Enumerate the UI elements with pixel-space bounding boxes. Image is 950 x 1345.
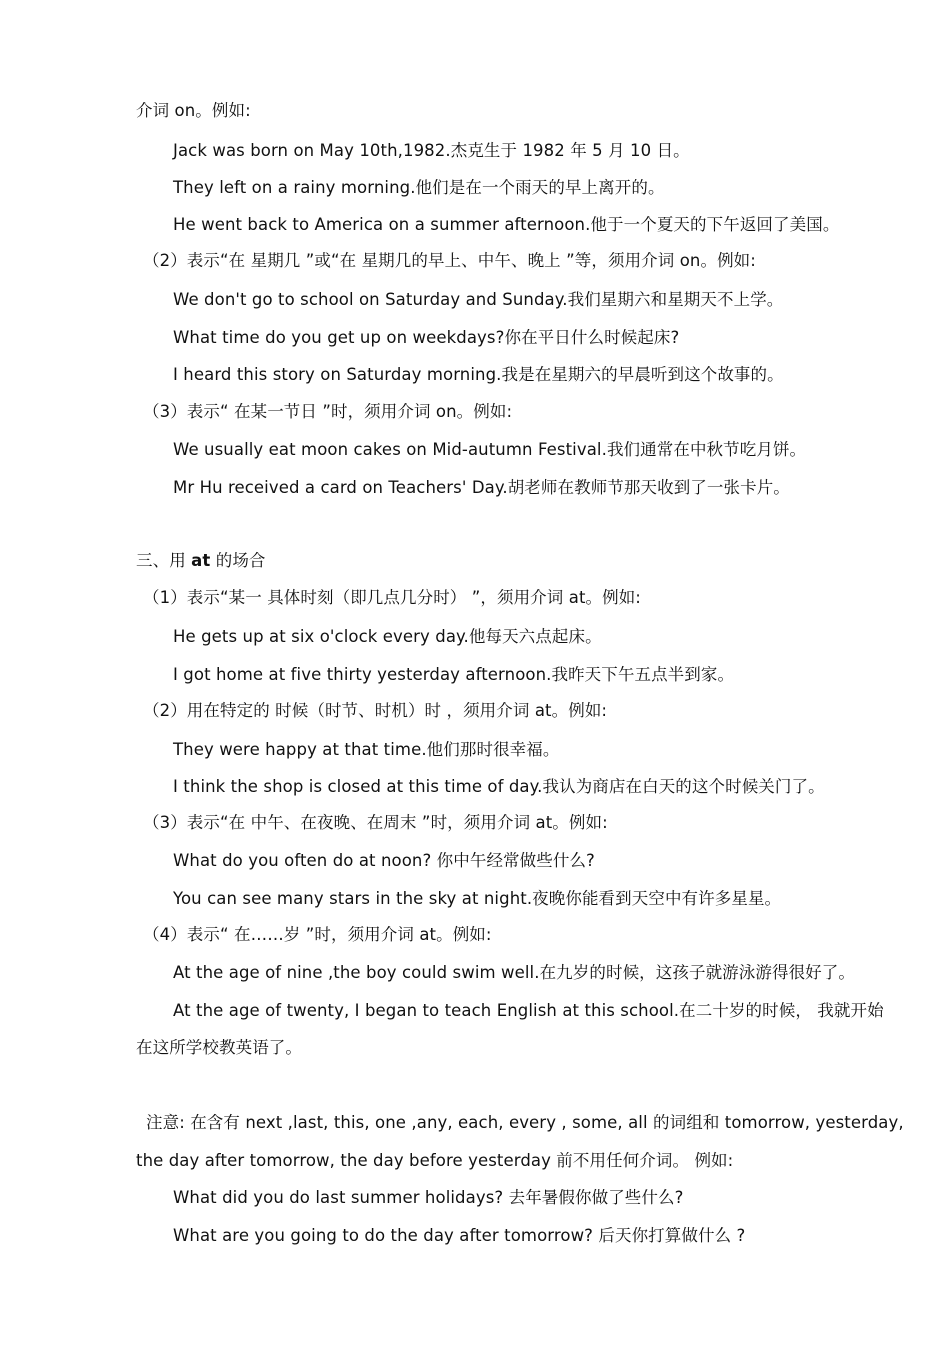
example-sentence: We don't go to school on Saturday and Sunday.我们星期六和星期天不上学。 (173, 290, 784, 309)
rule-heading: （3）表示“ 在某一节日 ”时，须用介词 on。例如: (143, 402, 513, 421)
example-sentence: What do you often do at noon? 你中午经常做些什么? (173, 851, 595, 870)
example-sentence: I got home at five thirty yesterday afternoon.我昨天下午五点半到家。 (173, 665, 735, 684)
example-sentence: He went back to America on a summer afternoon.他于一个夏天的下午返回了美国。 (173, 215, 840, 234)
rule-heading: （4）表示“ 在……岁 ”时，须用介词 at。例如: (143, 925, 492, 944)
example-sentence: He gets up at six o'clock every day.他每天六点起床。 (173, 627, 602, 646)
example-sentence: What time do you get up on weekdays?你在平日什么时候起床? (173, 328, 680, 347)
example-sentence: I heard this story on Saturday morning.我是在星期六的早晨听到这个故事的。 (173, 365, 784, 384)
example-sentence: We usually eat moon cakes on Mid-autumn Festival.我们通常在中秋节吃月饼。 (173, 440, 807, 459)
example-sentence: They were happy at that time.他们那时很幸福。 (173, 740, 560, 759)
example-sentence: What are you going to do the day after tomorrow? 后天你打算做什么 ? (173, 1226, 746, 1245)
note-text: the day after tomorrow, the day before yesterday 前不用任何介词。 例如: (136, 1151, 734, 1170)
rule-heading: （2）用在特定的 时候（时节、时机）时 ，须用介词 at。例如: (143, 701, 608, 720)
rule-heading: （2）表示“在 星期几 ”或“在 星期几的早上、中午、晚上 ”等，须用介词 on。例如: (143, 251, 756, 270)
example-sentence: What did you do last summer holidays? 去年暑假你做了些什么? (173, 1188, 684, 1207)
example-sentence: They left on a rainy morning.他们是在一个雨天的早上离开的。 (173, 178, 665, 197)
text-line: 在这所学校教英语了。 (136, 1038, 302, 1057)
example-sentence: You can see many stars in the sky at night.夜晚你能看到天空中有许多星星。 (173, 889, 782, 908)
note-text: 注意: 在含有 next ,last, this, one ,any, each, every , some, all 的词组和 tomorrow, yesterday, (146, 1113, 904, 1132)
example-sentence: At the age of nine ,the boy could swim well.在九岁的时候，这孩子就游泳游得很好了。 (173, 963, 855, 982)
example-sentence: I think the shop is closed at this time of day.我认为商店在白天的这个时候关门了。 (173, 777, 825, 796)
example-sentence: Mr Hu received a card on Teachers' Day.胡老师在教师节那天收到了一张卡片。 (173, 478, 790, 497)
rule-heading: （3）表示“在 中午、在夜晚、在周末 ”时，须用介词 at。例如: (143, 813, 608, 832)
example-sentence: Jack was born on May 10th,1982.杰克生于 1982 年 5 月 10 日。 (173, 141, 690, 160)
section-heading: 三、用 at 的场合 (136, 551, 266, 570)
rule-heading: （1）表示“某一 具体时刻（即几点几分时） ”，须用介词 at。例如: (143, 588, 641, 607)
text-line: 介词 on。例如: (136, 101, 251, 120)
example-sentence: At the age of twenty, I began to teach English at this school.在二十岁的时候， 我就开始 (173, 1001, 884, 1020)
